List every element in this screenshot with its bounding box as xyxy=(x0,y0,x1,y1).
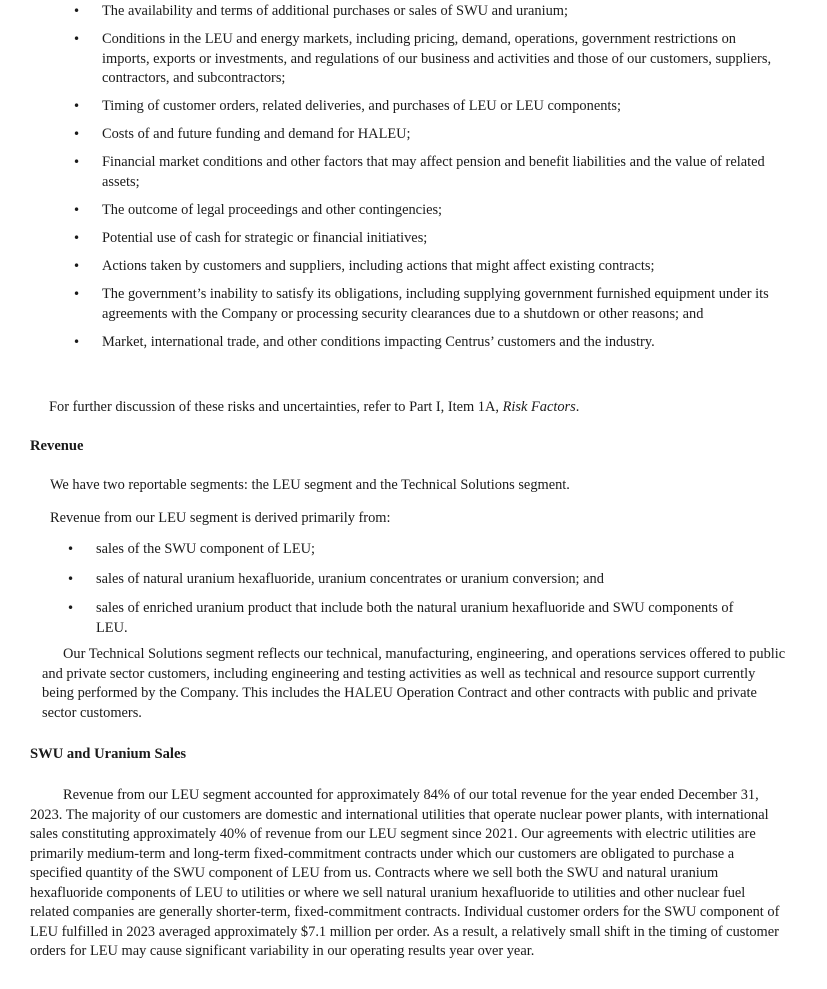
list-item-text: Costs of and future funding and demand for HALEU; xyxy=(102,126,411,143)
swu-uranium-sales-heading: SWU and Uranium Sales xyxy=(30,746,187,762)
list-item-text: Financial market conditions and other factors that may affect pension and benefit liabilities and the value of related assets; xyxy=(102,154,765,190)
risk-factors-list xyxy=(0,2,827,361)
further-discussion-text: For further discussion of these risks and uncertainties, refer to Part I, Item 1A, xyxy=(49,399,503,415)
leu-intro-paragraph: Revenue from our LEU segment is derived primarily from: xyxy=(50,510,391,526)
bullet-icon: • xyxy=(73,231,81,246)
list-item xyxy=(0,2,827,22)
list-item xyxy=(0,229,827,249)
swu-uranium-sales-paragraph: Revenue from our LEU segment accounted for approximately 84% of our total revenue for the year ended December 31, 2023. The majority of our customers are domestic and international utilities that operate nuclear power plants, with international sales constituting approximately 40% of revenue from our LEU segment since 2021. Our agreements with electric utilities are primarily medium-term and long-term fixed-commitment contracts under which our customers are obligated to purchase a specified quantity of the SWU component of LEU from us. Contracts where we sell both the SWU and natural uranium hexafluoride components of LEU to utilities or where we sell natural uranium hexafluoride to utilities and other nuclear fuel related companies are generally shorter-term, fixed-commitment contracts. Individual customer orders for the SWU component of LEU fulfilled in 2023 averaged approximately $7.1 million per order. As a result, a relatively small shift in the timing of customer orders for LEU may cause significant variability in our operating results year over year. xyxy=(30,787,780,959)
bullet-icon: • xyxy=(73,259,81,274)
bullet-icon: • xyxy=(73,334,81,349)
list-item xyxy=(0,257,827,277)
list-item-text: The outcome of legal proceedings and other contingencies; xyxy=(102,201,443,218)
bullet-icon: • xyxy=(73,4,81,18)
list-item-text: Market, international trade, and other conditions impacting Centrus’ customers and the industry. xyxy=(102,333,655,350)
technical-solutions-paragraph: Our Technical Solutions segment reflects our technical, manufacturing, engineering, and operations services offered to public and private sector customers, including engineering and testing activities as well as technical and resource support currently being performed by the Company. This includes the HALEU Operation Contract and other contracts with public and private sector customers. xyxy=(42,646,786,721)
bullet-icon: • xyxy=(73,99,81,114)
list-item-text: Actions taken by customers and suppliers, including actions that might affect existing contracts; xyxy=(102,258,655,275)
list-item-text: Timing of customer orders, related deliveries, and purchases of LEU or LEU components; xyxy=(102,98,621,115)
bullet-icon: • xyxy=(73,32,81,47)
list-item-text: The government’s inability to satisfy its obligations, including supplying government furnished equipment under its agreements with the Company or processing security clearances due to a shutdown or other reasons; and xyxy=(102,286,769,322)
bullet-icon: • xyxy=(67,601,75,615)
list-item-text: sales of the SWU component of LEU; xyxy=(96,541,316,557)
risk-factors-reference: Risk Factors xyxy=(502,399,576,415)
bullet-icon: • xyxy=(67,542,75,556)
bullet-icon: • xyxy=(73,127,81,142)
list-item xyxy=(0,285,827,324)
list-item-text: sales of enriched uranium product that include both the natural uranium hexafluoride and SWU components of LEU. xyxy=(96,600,734,636)
list-item xyxy=(0,97,827,117)
further-discussion-end: . xyxy=(575,399,580,415)
list-item-text: Potential use of cash for strategic or financial initiatives; xyxy=(102,230,428,247)
list-item xyxy=(0,570,827,590)
list-item xyxy=(0,125,827,145)
bullet-icon: • xyxy=(67,571,75,586)
bullet-icon: • xyxy=(73,202,81,217)
bullet-icon: • xyxy=(73,155,81,170)
list-item-text: Conditions in the LEU and energy markets, including pricing, demand, operations, government restrictions on imports, exports or investments, and regulations of our business and activities and those of our customers, suppliers, contractors, and subcontractors; xyxy=(102,31,772,87)
segments-paragraph: We have two reportable segments: the LEU segment and the Technical Solutions segment. xyxy=(50,477,570,493)
further-discussion-paragraph xyxy=(49,398,809,418)
leu-revenue-list xyxy=(0,540,827,648)
list-item xyxy=(0,201,827,221)
list-item xyxy=(0,30,827,89)
list-item-text: The availability and terms of additional purchases or sales of SWU and uranium; xyxy=(102,3,568,19)
list-item xyxy=(0,153,827,192)
bullet-icon: • xyxy=(73,287,81,302)
list-item-text: sales of natural uranium hexafluoride, uranium concentrates or uranium conversion; and xyxy=(96,570,604,587)
list-item xyxy=(0,540,827,560)
revenue-heading: Revenue xyxy=(30,438,84,454)
list-item xyxy=(0,333,827,353)
list-item xyxy=(0,599,827,638)
